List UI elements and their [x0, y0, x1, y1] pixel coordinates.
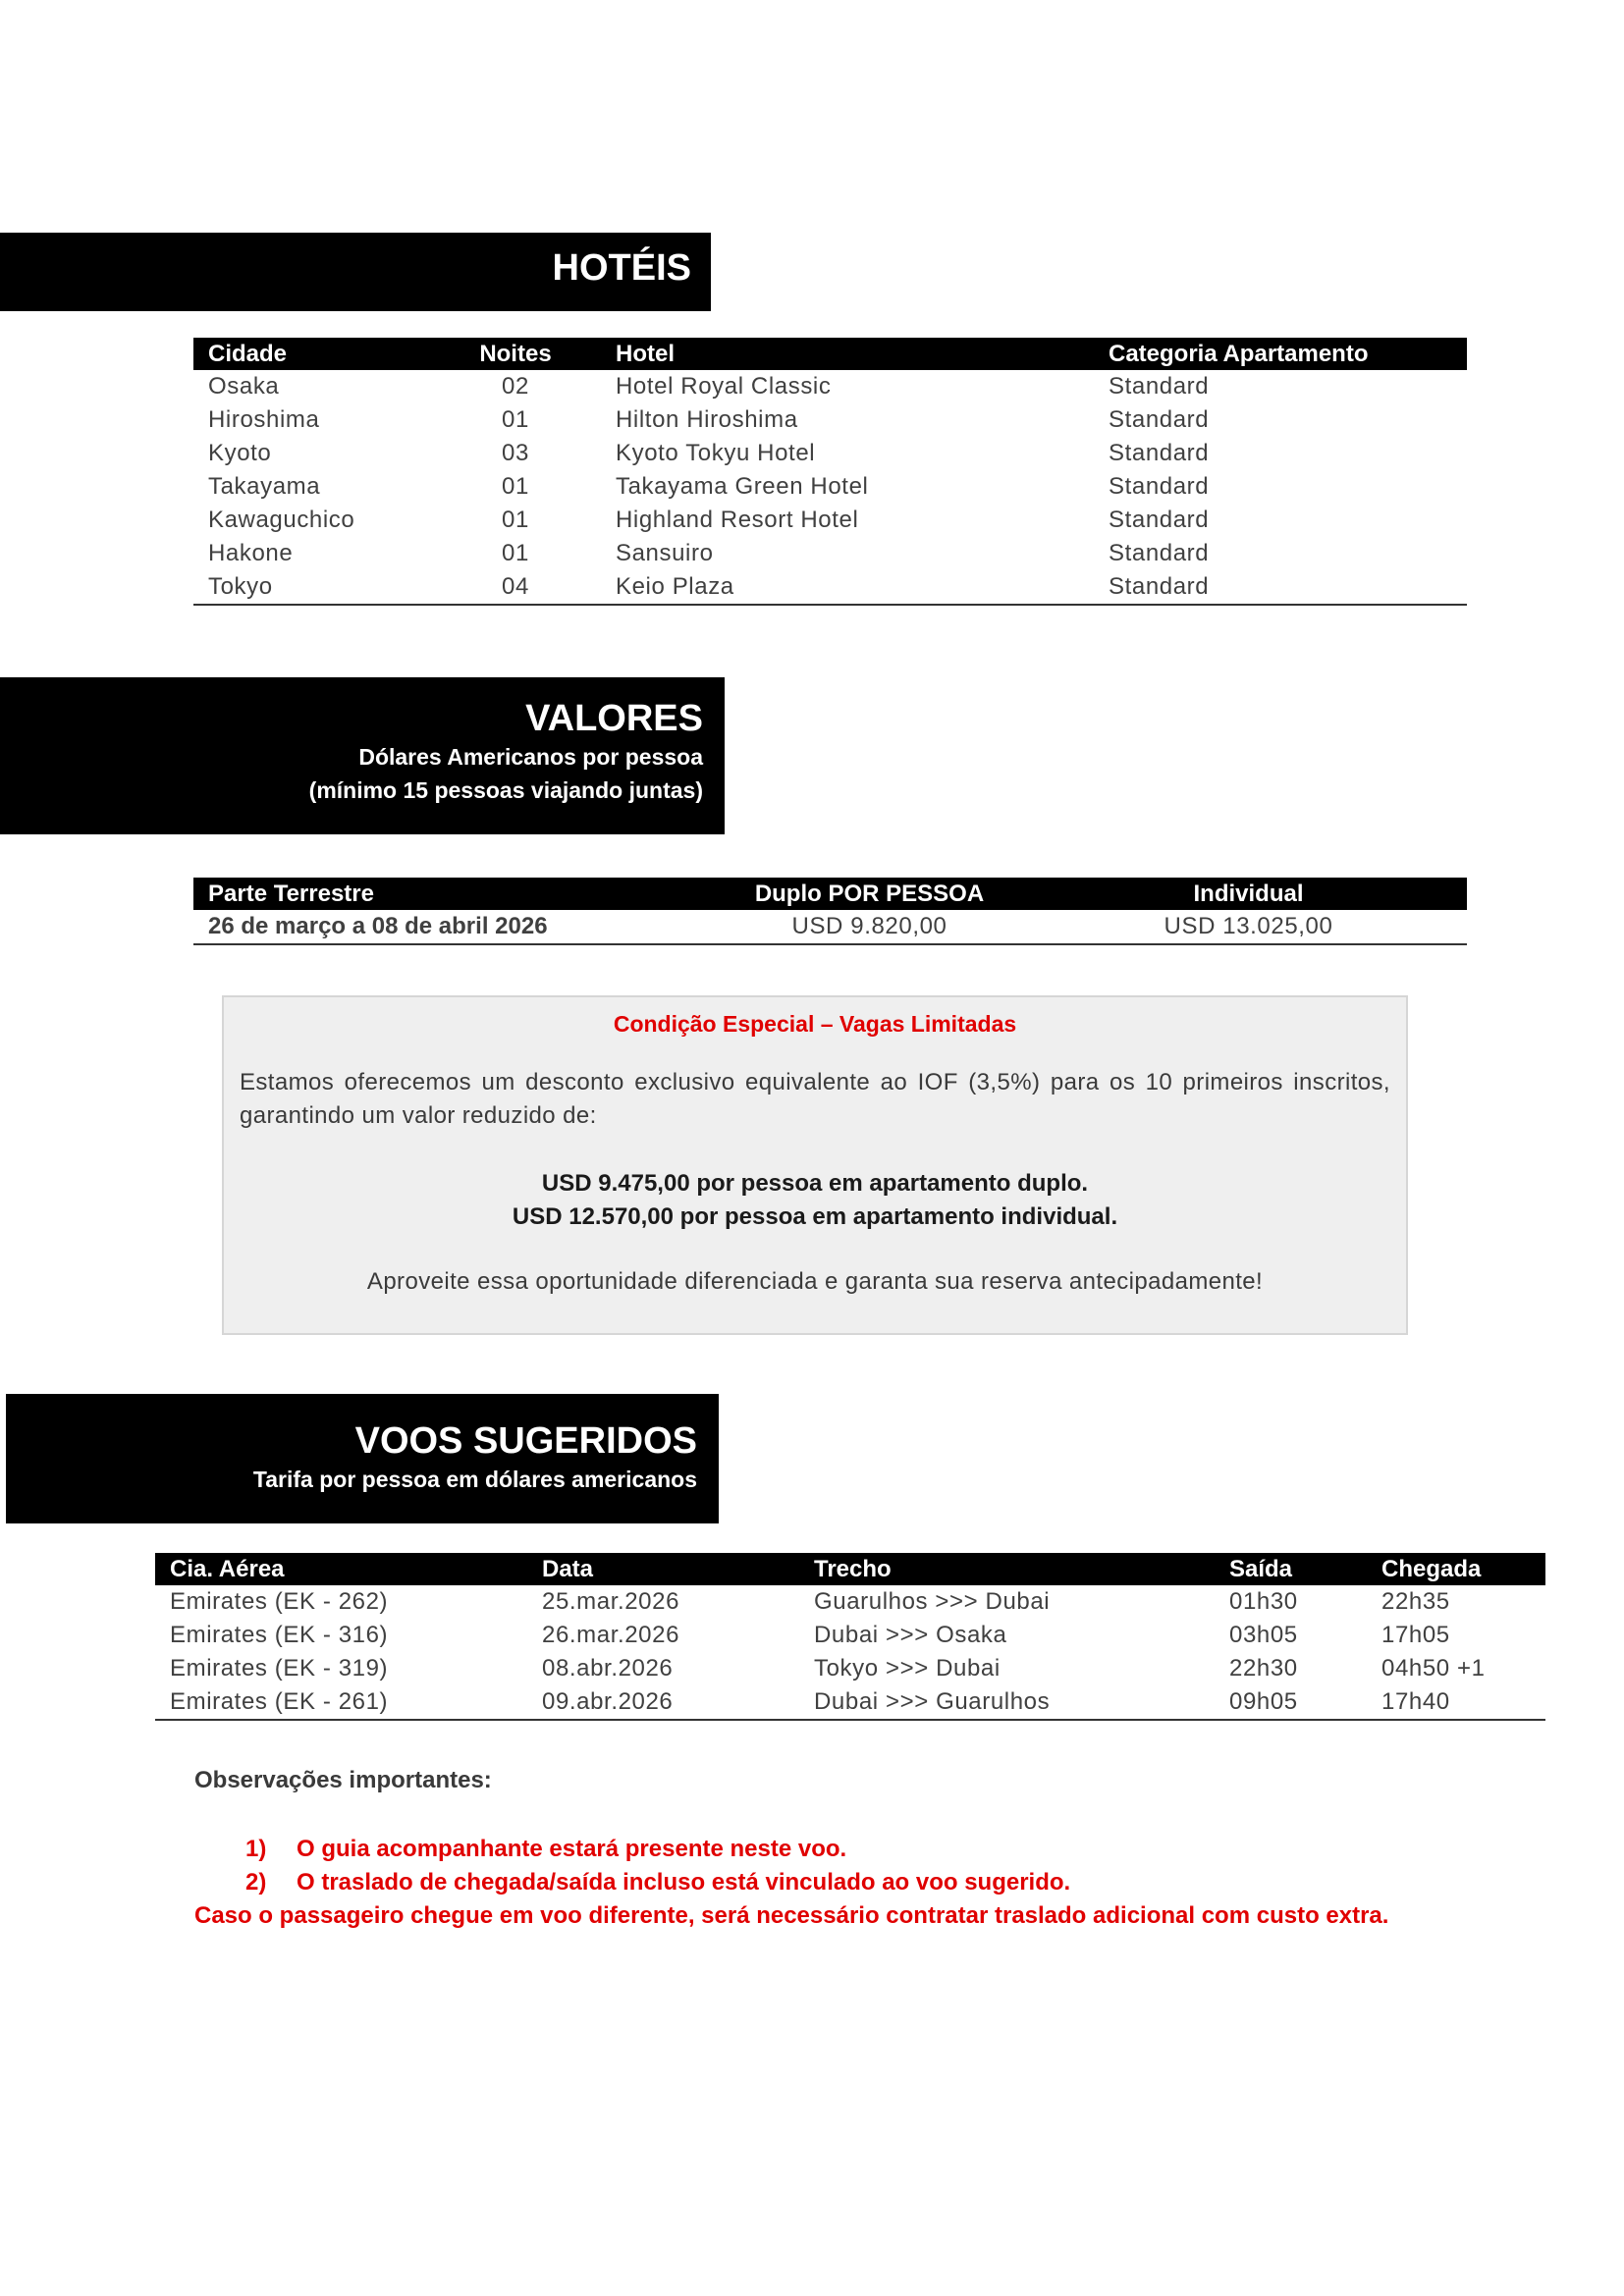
note-item	[245, 1836, 846, 1863]
nights-cell: 04	[430, 570, 601, 605]
city-cell: Tokyo	[193, 570, 430, 605]
table-header-row	[155, 1553, 1545, 1585]
hotel-cell: Keio Plaza	[601, 570, 1094, 605]
special-condition-title: Condição Especial – Vagas Limitadas	[613, 1011, 1017, 1037]
values-table	[193, 878, 1467, 945]
table-header-row	[193, 338, 1467, 370]
table-row	[193, 504, 1467, 537]
note-number: 1)	[245, 1836, 267, 1862]
values-title: VALORES	[525, 698, 703, 739]
city-cell: Hiroshima	[208, 406, 320, 433]
hotel-cell: Hotel Royal Classic	[616, 373, 832, 400]
hotel-cell: Sansuiro	[616, 540, 714, 566]
column-header: Chegada	[1367, 1553, 1545, 1585]
values-subtitle: (mínimo 15 pessoas viajando juntas)	[308, 777, 703, 803]
hotels-banner	[0, 233, 711, 311]
notes-footer: Caso o passageiro chegue em voo diferente, será necessário contratar traslado adicional com custo extra.	[194, 1902, 1389, 1929]
column-header: Cidade	[193, 338, 430, 370]
flights-table	[155, 1553, 1545, 1721]
column-header: Cia. Aérea	[155, 1553, 527, 1585]
special-condition-closing: Aproveite essa oportunidade diferenciada e garanta sua reserva antecipadamente!	[366, 1268, 1264, 1295]
airline-cell: Emirates (EK - 316)	[170, 1622, 389, 1648]
date-cell: 09.abr.2026	[527, 1685, 799, 1720]
departure-cell: 01h30	[1229, 1588, 1298, 1615]
category-cell: Standard	[1094, 570, 1467, 605]
period-cell: 26 de março a 08 de abril 2026	[193, 910, 709, 944]
column-header: Noites	[430, 338, 601, 370]
arrival-cell: 17h05	[1381, 1622, 1450, 1648]
city-cell: Kawaguchico	[208, 507, 355, 533]
note-number: 2)	[245, 1869, 267, 1896]
category-cell: Standard	[1109, 406, 1210, 433]
hotels-table	[193, 338, 1467, 606]
date-cell: 25.mar.2026	[542, 1588, 680, 1615]
city-cell: Osaka	[208, 373, 280, 400]
double-price-cell: USD 9.820,00	[709, 910, 1030, 944]
departure-cell: 09h05	[1215, 1685, 1367, 1720]
single-price-cell: USD 13.025,00	[1030, 910, 1467, 944]
city-cell: Kyoto	[208, 440, 272, 466]
offer-single: USD 12.570,00 por pessoa em apartamento individual.	[512, 1203, 1118, 1230]
table-row	[155, 1652, 1545, 1685]
table-row	[193, 437, 1467, 470]
flights-banner	[6, 1394, 719, 1523]
offer-double: USD 9.475,00 por pessoa em apartamento duplo.	[541, 1170, 1089, 1197]
note-text: O guia acompanhante estará presente neste voo.	[297, 1836, 847, 1862]
arrival-cell: 22h35	[1381, 1588, 1450, 1615]
table-row	[193, 570, 1467, 605]
route-cell: Dubai >>> Osaka	[814, 1622, 1007, 1648]
route-cell: Tokyo >>> Dubai	[814, 1655, 1001, 1682]
table-header-row	[193, 878, 1467, 910]
airline-cell: Emirates (EK - 319)	[170, 1655, 389, 1682]
nights-cell: 01	[502, 473, 529, 500]
hotel-cell: Highland Resort Hotel	[616, 507, 859, 533]
note-item	[245, 1869, 1070, 1896]
table-row	[155, 1685, 1545, 1720]
hotels-title: HOTÉIS	[552, 247, 691, 289]
table-row	[193, 470, 1467, 504]
special-condition-text: Estamos oferecemos um desconto exclusivo equivalente ao IOF (3,5%) para os 10 primeiros inscritos, garantindo um valor reduzido de:	[240, 1069, 1390, 1129]
column-header: Individual	[1030, 878, 1467, 910]
special-condition-box	[222, 995, 1408, 1335]
table-row	[155, 1585, 1545, 1619]
nights-cell: 02	[502, 373, 529, 400]
airline-cell: Emirates (EK - 262)	[170, 1588, 389, 1615]
column-header: Hotel	[601, 338, 1094, 370]
column-header: Categoria Apartamento	[1094, 338, 1467, 370]
category-cell: Standard	[1109, 507, 1210, 533]
category-cell: Standard	[1109, 440, 1210, 466]
table-row	[193, 370, 1467, 403]
category-cell: Standard	[1109, 540, 1210, 566]
city-cell: Takayama	[208, 473, 321, 500]
hotel-cell: Takayama Green Hotel	[616, 473, 869, 500]
table-row	[193, 537, 1467, 570]
category-cell: Standard	[1109, 373, 1210, 400]
city-cell: Hakone	[208, 540, 294, 566]
route-cell: Guarulhos >>> Dubai	[814, 1588, 1051, 1615]
date-cell: 08.abr.2026	[542, 1655, 674, 1682]
nights-cell: 01	[502, 540, 529, 566]
column-header: Parte Terrestre	[193, 878, 709, 910]
flights-title: VOOS SUGERIDOS	[354, 1420, 697, 1462]
flights-subtitle: Tarifa por pessoa em dólares americanos	[252, 1467, 697, 1492]
column-header: Data	[527, 1553, 799, 1585]
nights-cell: 01	[502, 406, 529, 433]
departure-cell: 22h30	[1229, 1655, 1298, 1682]
date-cell: 26.mar.2026	[542, 1622, 680, 1648]
notes-title: Observações importantes:	[194, 1767, 492, 1793]
values-subtitle: Dólares Americanos por pessoa	[358, 744, 703, 770]
nights-cell: 03	[502, 440, 529, 466]
values-banner	[0, 677, 725, 834]
departure-cell: 03h05	[1229, 1622, 1298, 1648]
note-text: O traslado de chegada/saída incluso está vinculado ao voo sugerido.	[297, 1869, 1071, 1896]
arrival-cell: 04h50 +1	[1381, 1655, 1486, 1682]
column-header: Trecho	[799, 1553, 1215, 1585]
hotel-cell: Kyoto Tokyu Hotel	[616, 440, 816, 466]
hotel-cell: Hilton Hiroshima	[616, 406, 798, 433]
table-row	[155, 1619, 1545, 1652]
route-cell: Dubai >>> Guarulhos	[799, 1685, 1215, 1720]
category-cell: Standard	[1109, 473, 1210, 500]
nights-cell: 01	[502, 507, 529, 533]
column-header: Duplo POR PESSOA	[709, 878, 1030, 910]
column-header: Saída	[1215, 1553, 1367, 1585]
table-row	[193, 403, 1467, 437]
arrival-cell: 17h40	[1367, 1685, 1545, 1720]
airline-cell: Emirates (EK - 261)	[155, 1685, 527, 1720]
table-row	[193, 910, 1467, 944]
